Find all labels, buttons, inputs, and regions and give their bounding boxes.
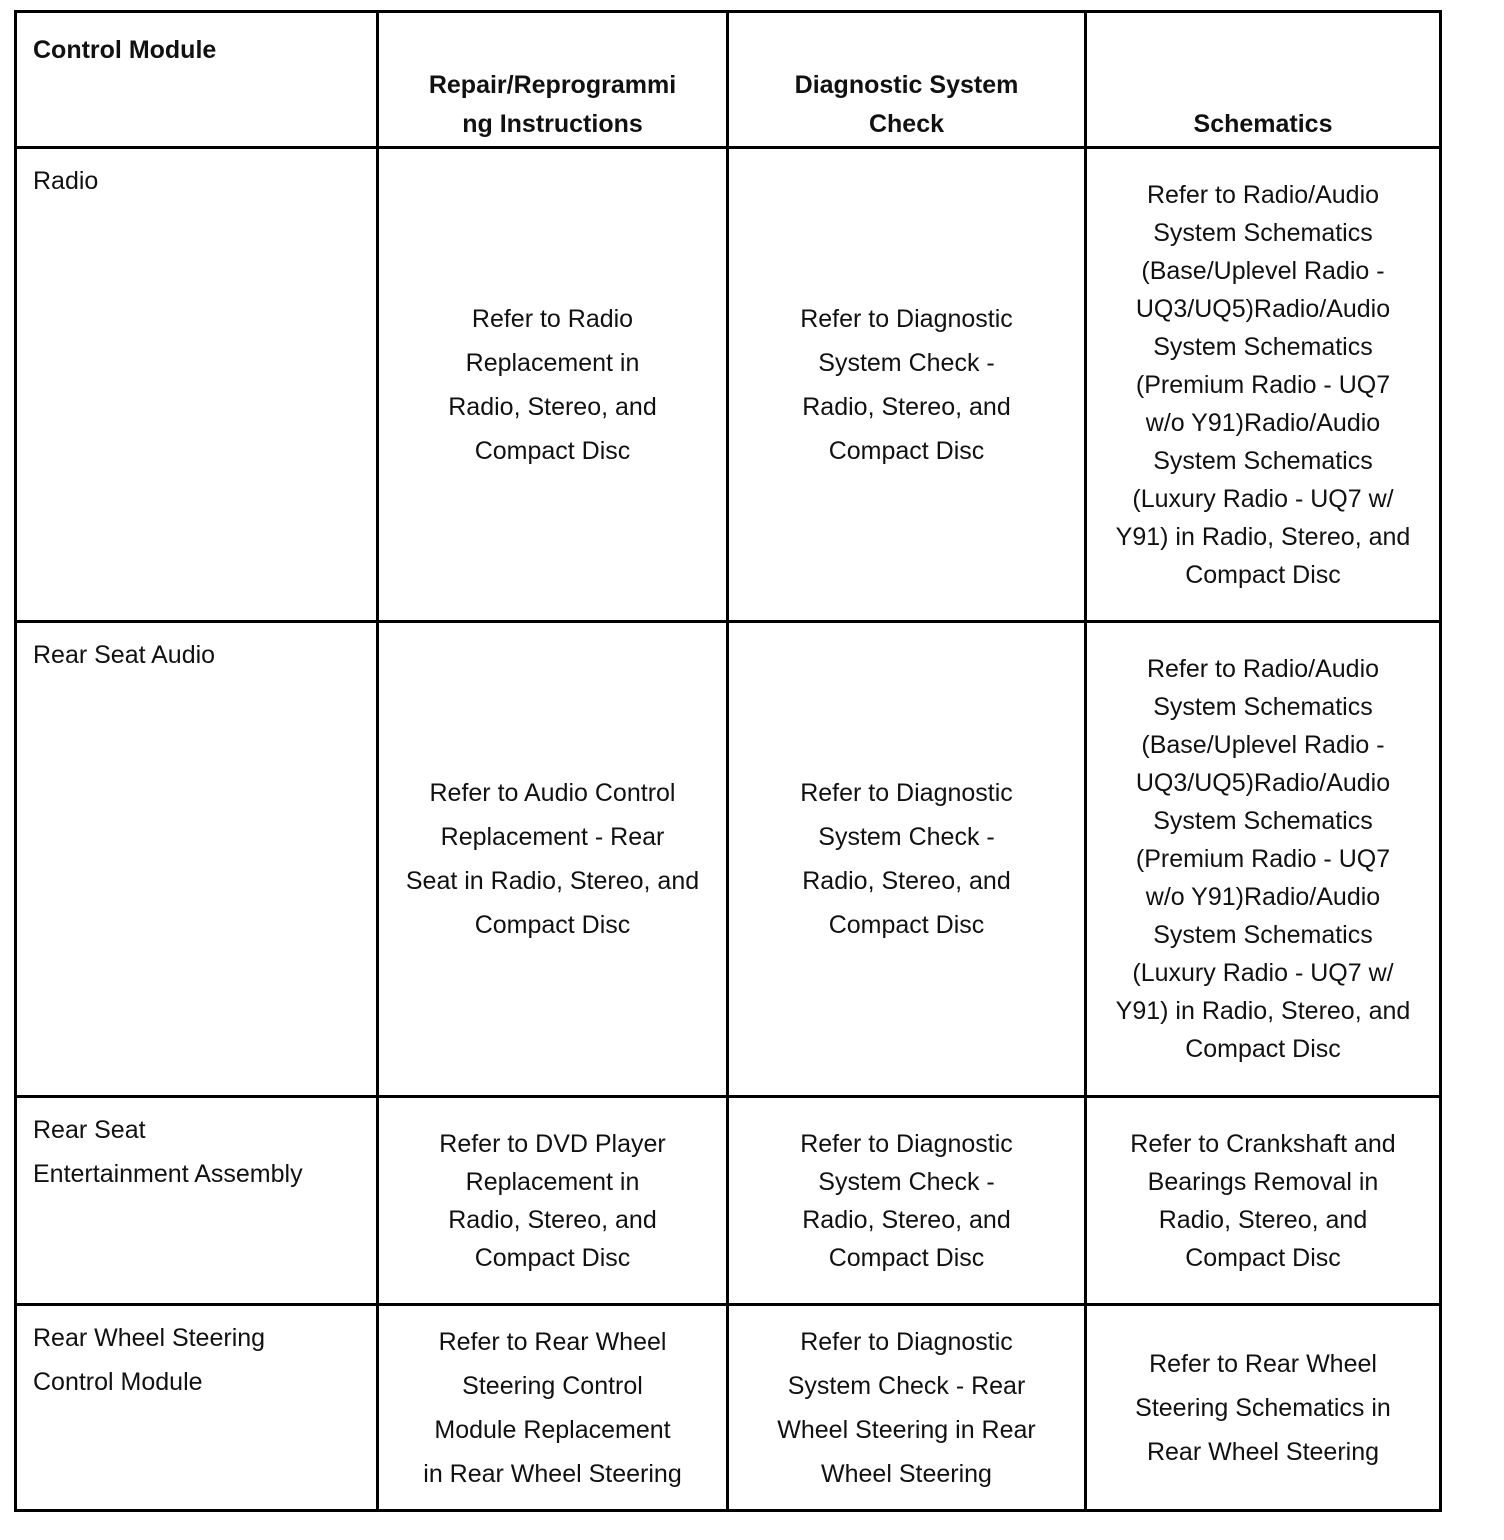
cell-line: Control Module: [33, 1368, 203, 1396]
cell-line: Rear Wheel Steering: [1146, 1437, 1380, 1466]
cell-line: Compact Disc: [1185, 1243, 1341, 1272]
row-rear-wheel-steering-module: [14, 1303, 376, 1512]
cell-line: System Schematics: [1153, 807, 1373, 835]
header-diagnostic-system-check: [726, 10, 1084, 146]
cell-line: Refer to Diagnostic: [800, 1129, 1013, 1158]
cell-line: Y91) in Radio, Stereo, and: [1115, 522, 1411, 551]
cell-line: Radio, Stereo, and: [802, 1205, 1011, 1234]
cell-line: Wheel Steering: [821, 1459, 992, 1488]
cell-line: Refer to Audio Control: [429, 779, 676, 807]
header-line: Diagnostic System: [794, 71, 1019, 99]
row-rear-wheel-steering-diagnostic: [726, 1303, 1084, 1512]
cell-line: Seat in Radio, Stereo, and: [405, 867, 700, 895]
row-rear-seat-entertainment-schematics: [1084, 1095, 1442, 1303]
cell-line: Refer to Radio/Audio: [1146, 180, 1380, 209]
cell-line: (Luxury Radio - UQ7 w/: [1132, 484, 1394, 513]
cell-line: System Schematics: [1153, 332, 1373, 361]
cell-line: Radio, Stereo, and: [448, 392, 657, 421]
cell-line: (Premium Radio - UQ7: [1135, 370, 1391, 399]
row-radio-module: [14, 146, 376, 620]
row-rear-seat-entertainment-module: [14, 1095, 376, 1303]
control-module-table: [14, 10, 1442, 1512]
cell-line: Compact Disc: [474, 1243, 631, 1272]
cell-line: System Check -: [818, 823, 995, 851]
cell-line: Refer to Crankshaft and: [1130, 1129, 1396, 1158]
cell-line: Refer to Rear Wheel: [1149, 1349, 1377, 1378]
header-control-module: [14, 10, 376, 146]
cell-line: (Base/Uplevel Radio -: [1141, 731, 1385, 759]
cell-line: System Schematics: [1153, 921, 1373, 949]
cell-line: Compact Disc: [828, 436, 985, 465]
cell-line: Replacement - Rear: [440, 823, 665, 851]
cell-line: System Schematics: [1153, 218, 1373, 247]
cell-line: Compact Disc: [1185, 1035, 1341, 1063]
row-rear-wheel-steering-repair: [376, 1303, 726, 1512]
cell-line: Radio, Stereo, and: [1158, 1205, 1368, 1234]
cell-line: UQ3/UQ5)Radio/Audio: [1135, 769, 1391, 797]
header-line: Schematics: [1193, 110, 1333, 138]
cell-line: Refer to Diagnostic: [800, 1327, 1013, 1356]
cell-line: Compact Disc: [474, 911, 631, 939]
cell-line: Y91) in Radio, Stereo, and: [1115, 997, 1411, 1025]
cell-line: UQ3/UQ5)Radio/Audio: [1135, 294, 1391, 323]
cell-line: Wheel Steering in Rear: [777, 1415, 1036, 1444]
cell-line: w/o Y91)Radio/Audio: [1145, 883, 1381, 911]
cell-line: Entertainment Assembly: [33, 1160, 303, 1188]
cell-line: Compact Disc: [1185, 560, 1341, 589]
cell-line: Rear Wheel Steering: [33, 1324, 266, 1352]
cell-line: Module Replacement: [434, 1415, 671, 1444]
cell-line: in Rear Wheel Steering: [423, 1459, 682, 1488]
cell-line: Steering Control: [462, 1371, 643, 1400]
cell-line: Replacement in: [465, 348, 640, 377]
cell-line: Replacement in: [465, 1167, 640, 1196]
cell-line: (Premium Radio - UQ7: [1135, 845, 1391, 873]
cell-line: Radio, Stereo, and: [802, 392, 1011, 421]
row-rear-seat-audio-schematics: [1084, 620, 1442, 1095]
cell-line: System Check -: [818, 1167, 995, 1196]
header-repair-reprogramming: [376, 10, 726, 146]
cell-line: System Schematics: [1153, 693, 1373, 721]
header-line: Control Module: [33, 36, 217, 64]
row-rear-seat-audio-diagnostic: [726, 620, 1084, 1095]
cell-line: Compact Disc: [828, 911, 985, 939]
cell-line: System Schematics: [1153, 446, 1373, 475]
cell-line: Rear Seat: [33, 1116, 146, 1144]
header-line: Check: [868, 110, 945, 138]
header-line: ng Instructions: [462, 110, 643, 138]
cell-line: Radio, Stereo, and: [448, 1205, 657, 1234]
cell-line: w/o Y91)Radio/Audio: [1145, 408, 1381, 437]
cell-line: (Luxury Radio - UQ7 w/: [1132, 959, 1394, 987]
row-rear-seat-audio-module: [14, 620, 376, 1095]
cell-line: Refer to DVD Player: [439, 1129, 666, 1158]
cell-line: Refer to Rear Wheel: [438, 1327, 667, 1356]
cell-line: Compact Disc: [474, 436, 631, 465]
cell-line: Refer to Diagnostic: [800, 779, 1013, 807]
row-radio-diagnostic: [726, 146, 1084, 620]
cell-line: Refer to Radio: [471, 304, 634, 333]
cell-line: System Check - Rear: [787, 1371, 1026, 1400]
header-schematics: [1084, 10, 1442, 146]
row-rear-wheel-steering-schematics: [1084, 1303, 1442, 1512]
cell-line: Compact Disc: [828, 1243, 985, 1272]
cell-line: (Base/Uplevel Radio -: [1141, 256, 1385, 285]
row-rear-seat-audio-repair: [376, 620, 726, 1095]
cell-line: Bearings Removal in: [1147, 1167, 1379, 1196]
row-radio-repair: [376, 146, 726, 620]
row-rear-seat-entertainment-diagnostic: [726, 1095, 1084, 1303]
cell-line: Radio: [33, 167, 99, 195]
cell-line: Refer to Diagnostic: [800, 304, 1013, 333]
cell-line: Steering Schematics in: [1135, 1393, 1391, 1422]
cell-line: Rear Seat Audio: [33, 641, 216, 669]
cell-line: Radio, Stereo, and: [802, 867, 1011, 895]
row-radio-schematics: [1084, 146, 1442, 620]
header-line: Repair/Reprogrammi: [428, 71, 677, 99]
cell-line: System Check -: [818, 348, 995, 377]
row-rear-seat-entertainment-repair: [376, 1095, 726, 1303]
cell-line: Refer to Radio/Audio: [1146, 655, 1380, 683]
